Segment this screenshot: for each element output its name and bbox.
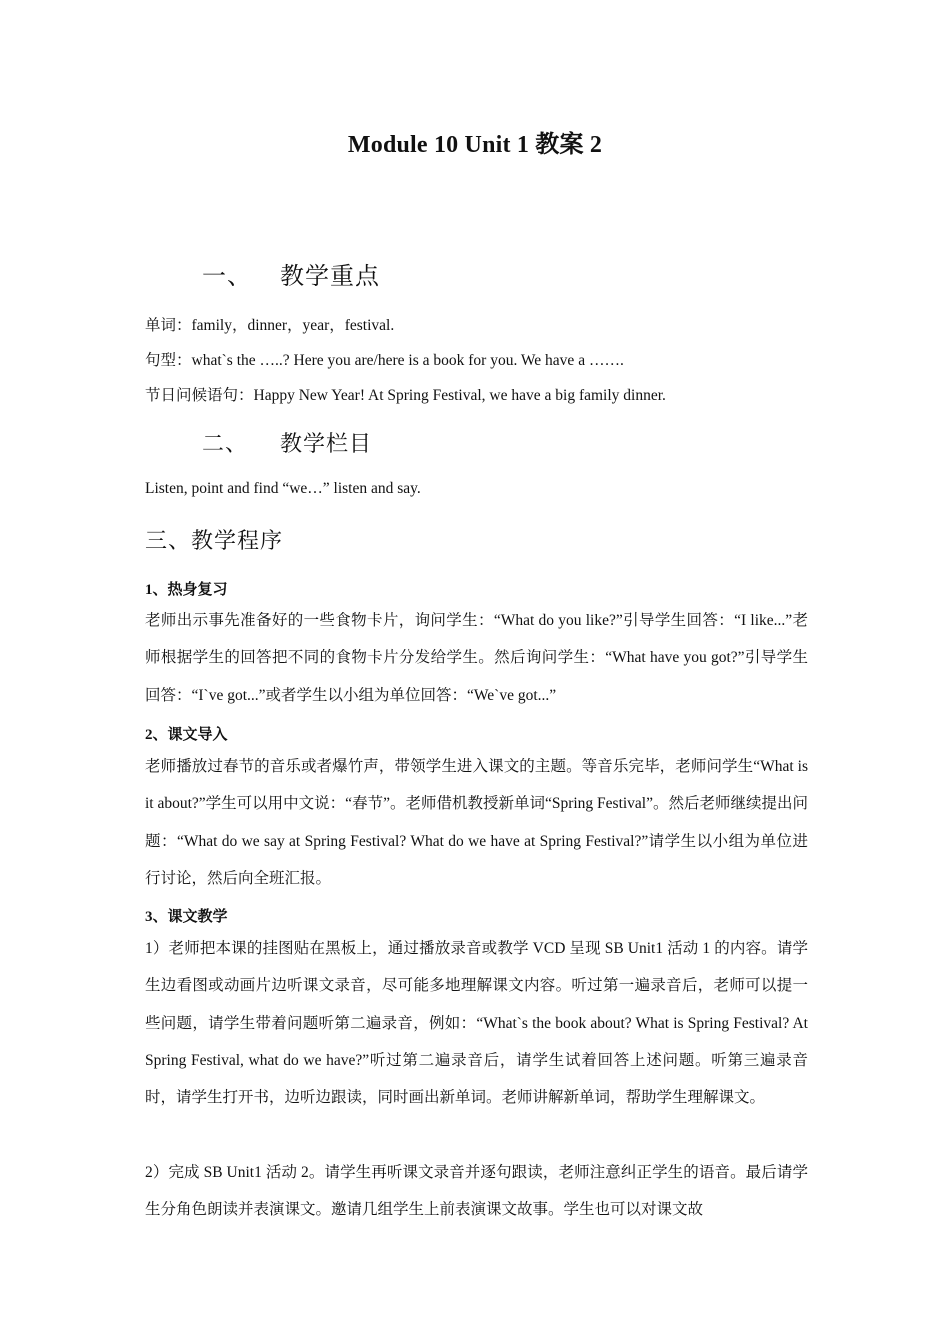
sentence-patterns-line: 句型：what`s the …..? Here you are/here is a book for you. We have a ……. <box>145 352 624 369</box>
greetings-line: 节日问候语句：Happy New Year! At Spring Festival, we have a big family dinner. <box>145 387 666 404</box>
section-label: 教学重点 <box>280 262 380 290</box>
step-3-title: 3、课文教学 <box>145 909 228 925</box>
section-heading-columns <box>202 427 372 458</box>
step-2-title: 2、课文导入 <box>145 727 228 743</box>
section-label: 教学栏目 <box>280 432 373 457</box>
columns-content-line: Listen, point and find “we…” listen and say. <box>145 480 421 497</box>
section-number: 一、 <box>202 262 252 290</box>
page-title: Module 10 Unit 1 教案 2 <box>347 132 603 158</box>
step-3-paragraph-2: 2）完成 SB Unit1 活动 2。请学生再听课文录音并逐句跟读，老师注意纠正学生的语音。最后请学生分角色朗读并表演课文。邀请几组学生上前表演课文故事。学生也可以对课文故 <box>145 1164 808 1219</box>
section-number: 二、 <box>202 432 249 457</box>
step-2-paragraph: 老师播放过春节的音乐或者爆竹声，带领学生进入课文的主题。等音乐完毕，老师问学生“What is it about?”学生可以用中文说：“春节”。老师借机教授新单词“Spring Festival”。然后老师继续提出问题：“What do we say at Spring Festival? What do we have at Spring Festival?”请学生以小组为单位进行讨论，然后向全班汇报。 <box>145 758 808 887</box>
vocabulary-line: 单词：family，dinner，year，festival. <box>145 317 395 334</box>
step-1-title: 1、热身复习 <box>145 582 228 598</box>
section-heading-key-points <box>202 256 380 291</box>
step-3-paragraph-1: 1）老师把本课的挂图贴在黑板上，通过播放录音或教学 VCD 呈现 SB Unit1 活动 1 的内容。请学生边看图或动画片边听课文录音，尽可能多地理解课文内容。听过第一遍录音后，老师可以提一些问题，请学生带着问题听第二遍录音，例如：“What`s the book about? What is Spring Festival? At Spring Festival, what do we have?”听过第二遍录音后，请学生试着回答上述问题。听第三遍录音时，请学生打开书，边听边跟读，同时画出新单词。老师讲解新单词，帮助学生理解课文。 <box>145 940 808 1107</box>
step-1-paragraph: 老师出示事先准备好的一些食物卡片，询问学生：“What do you like?”引导学生回答：“I like...”老师根据学生的回答把不同的食物卡片分发给学生。然后询问学生：“What have you got?”引导学生回答：“I`ve got...”或者学生以小组为单位回答：“We`ve got...” <box>145 612 808 704</box>
section-heading-procedure: 三、教学程序 <box>145 529 284 554</box>
